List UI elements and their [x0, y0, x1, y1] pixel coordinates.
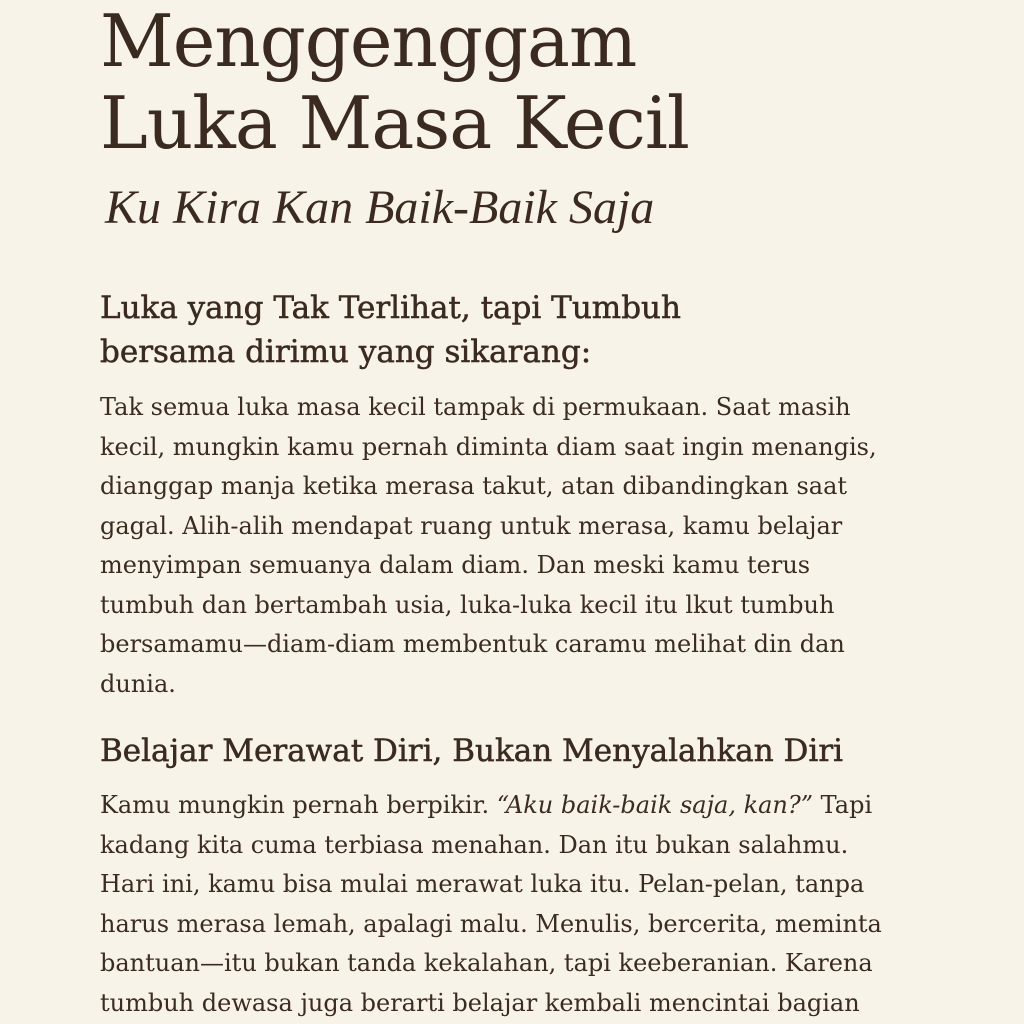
paragraph-line: Hari ini, kamu bisa mulai merawat luka itu. Pelan-pelan, tanpa — [100, 870, 865, 898]
section-paragraph-hidden-wounds — [100, 388, 877, 704]
article-subtitle: Ku Kira Kan Baik-Baik Saja — [105, 181, 655, 234]
paragraph-line: dunia. — [100, 669, 176, 698]
title-line: Luka Masa Kecil — [100, 81, 689, 165]
paragraph-line: harus merasa lemah, apalagi malu. Menulis, bercerita, meminta — [100, 909, 882, 938]
title-line: Menggenggam — [100, 0, 637, 83]
paragraph-line: Tak semua luka masa kecil tampak di permukaan. Saat masih — [100, 393, 851, 421]
paragraph-line: bersamamu—diam-diam membentuk caramu melihat din dan — [100, 630, 845, 658]
paragraph-line: gagal. Alih-alih mendapat ruang untuk merasa, kamu belajar — [100, 511, 843, 540]
paragraph-line: tumbuh dewasa juga berarti belajar kembali mencintai bagian — [100, 988, 860, 1017]
article-title — [100, 0, 689, 164]
paragraph-text: Tapi — [813, 791, 873, 819]
paragraph-line: menyimpan semuanya dalam diam. Dan meski kamu terus — [100, 551, 811, 579]
section-heading-self-care: Belajar Merawat Diri, Bukan Menyalahkan Diri — [100, 733, 844, 769]
paragraph-line: kecil, mungkin kamu pernah diminta diam saat ingin menangis, — [100, 432, 877, 461]
section-heading-hidden-wounds — [100, 286, 681, 374]
section-paragraph-self-care — [100, 786, 882, 1023]
paragraph-text: Kamu mungkin pernah berpikir. — [100, 791, 497, 819]
paragraph-line — [100, 786, 882, 826]
heading-line: Luka yang Tak Terlihat, tapi Tumbuh — [100, 290, 681, 326]
paragraph-line: kadang kita cuma terbiasa menahan. Dan itu bukan salahmu. — [100, 830, 849, 859]
heading-line: bersama dirimu yang sikarang: — [100, 334, 592, 370]
inner-quote: “Aku baik-baik saja, kan?” — [496, 791, 814, 819]
paragraph-line: bantuan—itu bukan tanda kekalahan, tapi keeberanian. Karena — [100, 949, 873, 977]
paragraph-line: tumbuh dan bertambah usia, luka-luka kecil itu lkut tumbuh — [100, 590, 835, 619]
paragraph-line: dianggap manja ketika merasa takut, atan dibandingkan saat — [100, 472, 848, 500]
